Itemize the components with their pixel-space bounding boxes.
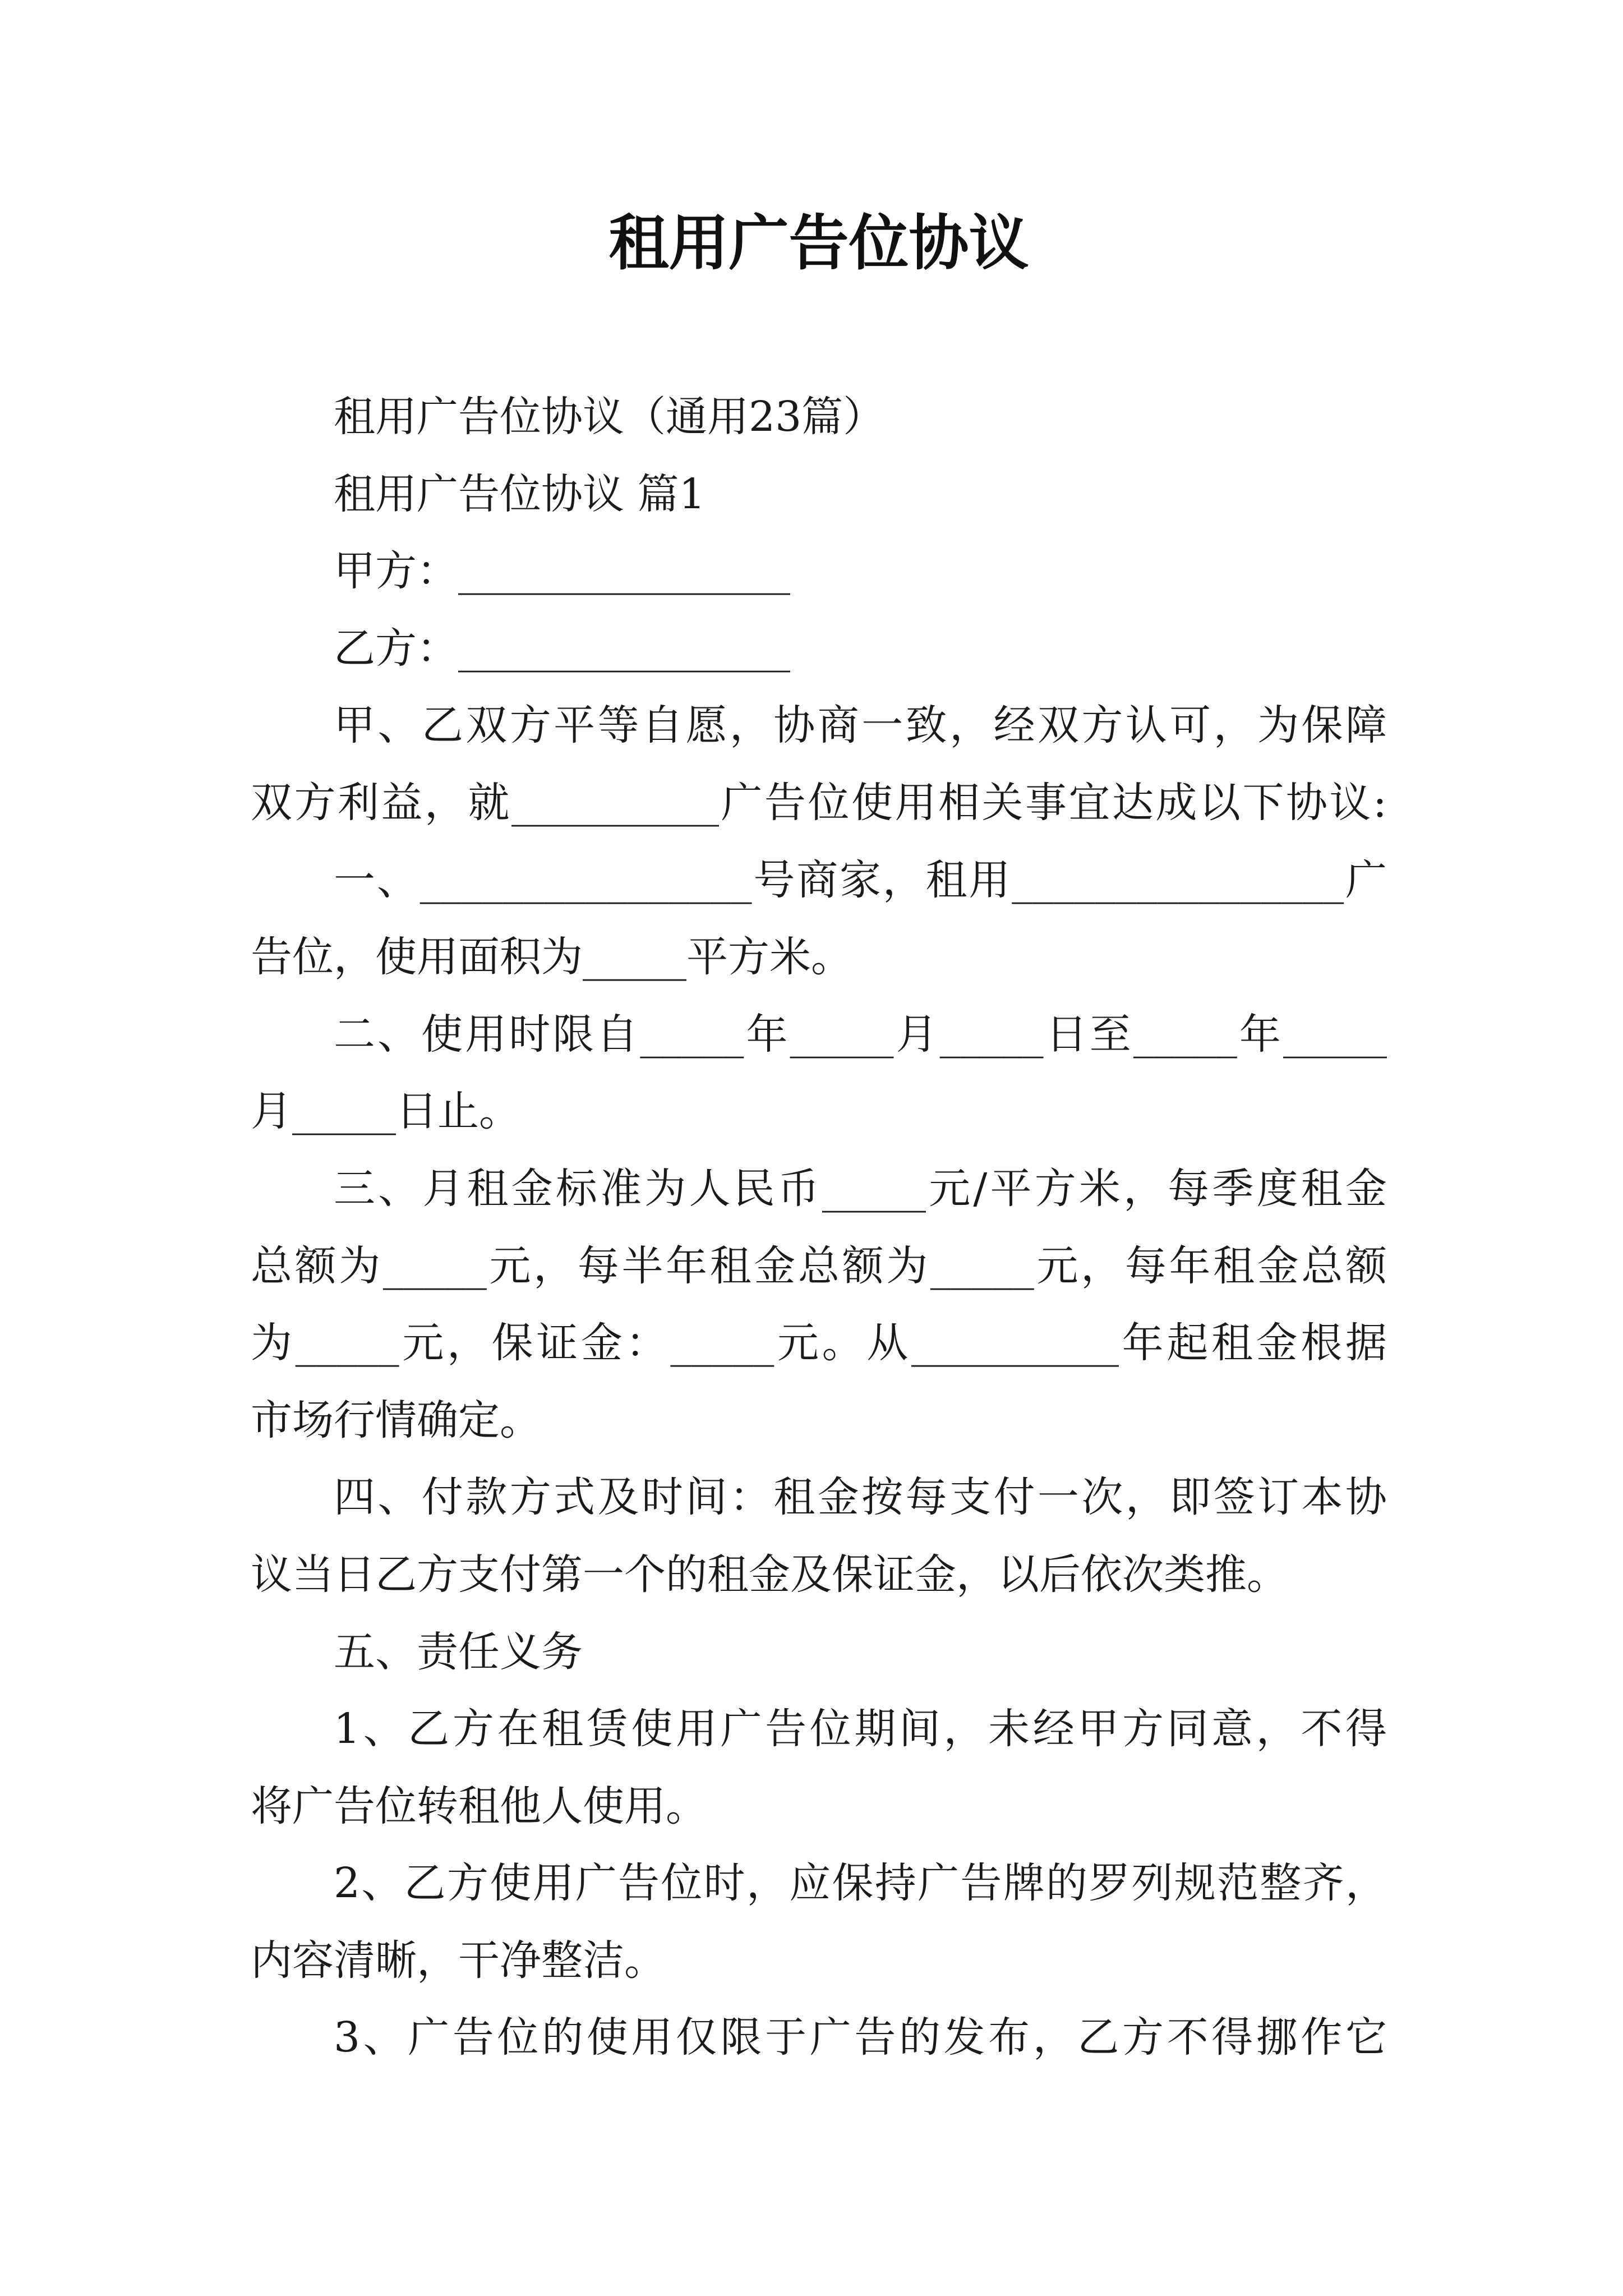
paragraph-line: 甲、乙双方平等自愿，协商一致，经双方认可，为保障: [334, 701, 1387, 750]
clause-3: [251, 1151, 1387, 1459]
paragraph-line: 租用广告位协议（通用23篇）: [334, 393, 885, 441]
section-heading: [251, 456, 1387, 533]
clause-1: [251, 842, 1387, 996]
paragraph-line: 总额为_____元，每半年租金总额为_____元，每年租金总额: [251, 1241, 1387, 1290]
document-title: 租用广告位协议: [608, 208, 1029, 278]
party-a-line: [251, 533, 1387, 610]
paragraph-line: 将广告位转租他人使用。: [251, 1782, 707, 1830]
paragraph-line: 1、乙方在租赁使用广告位期间，未经甲方同意，不得: [334, 1705, 1387, 1754]
paragraph-line: 乙方：________________: [334, 624, 790, 673]
paragraph-line: 2、乙方使用广告位时，应保持广告牌的罗列规范整齐，: [334, 1859, 1387, 1908]
clause-5-heading: [251, 1614, 1387, 1691]
paragraph-line: 市场行情确定。: [251, 1396, 541, 1444]
document-subtitle: [251, 379, 1387, 456]
paragraph-line: 3、广告位的使用仅限于广告的发布，乙方不得挪作它: [334, 2013, 1387, 2062]
paragraph-line: 甲方：________________: [334, 547, 790, 596]
paragraph-line: 告位，使用面积为_____平方米。: [251, 933, 852, 982]
clause-2: [251, 996, 1387, 1151]
party-b-line: [251, 610, 1387, 688]
sub-clause-2: [251, 1845, 1387, 1999]
paragraph: [251, 687, 1387, 841]
paragraph-line: 租用广告位协议 篇1: [334, 470, 706, 518]
clause-4: [251, 1459, 1387, 1613]
paragraph-line: 二、使用时限自_____年_____月_____日至_____年_____: [334, 1010, 1387, 1059]
sub-clause-3: [251, 1999, 1387, 2077]
paragraph-line: 内容清晰，干净整洁。: [251, 1936, 666, 1985]
paragraph-line: 双方利益，就__________广告位使用相关事宜达成以下协议:: [251, 778, 1387, 827]
paragraph-line: 四、付款方式及时间：租金按每支付一次，即签订本协: [334, 1473, 1387, 1522]
paragraph-line: 一、________________号商家，租用________________广: [334, 855, 1387, 904]
paragraph-line: 三、月租金标准为人民币_____元/平方米，每季度租金: [334, 1164, 1387, 1213]
paragraph-line: 议当日乙方支付第一个的租金及保证金，以后依次类推。: [251, 1550, 1288, 1599]
document-body: [251, 379, 1387, 2077]
sub-clause-1: [251, 1691, 1387, 1845]
paragraph-line: 月_____日止。: [251, 1087, 520, 1136]
paragraph-line: 为_____元，保证金：_____元。从__________年起租金根据: [251, 1319, 1387, 1368]
paragraph-line: 五、责任义务: [334, 1627, 583, 1676]
